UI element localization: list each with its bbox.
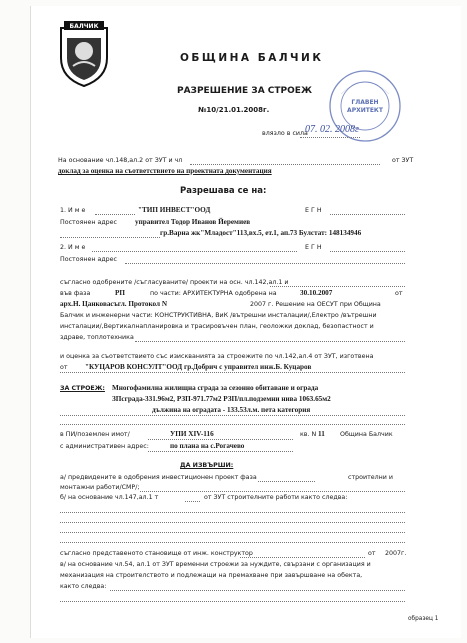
approval-architect: арх.Н. Цанковасъгл. Протокол N [60,300,168,308]
basis-line1-suffix: от ЗУТ [392,157,414,164]
permits-heading: Разрешава се на: [180,186,267,196]
effective-label: влязло в сила [262,130,308,137]
municipality-suffix: Община Балчик [340,431,393,438]
basis-line1-prefix: На основание чл.148,ал.2 от ЗУТ и чл [58,157,183,164]
document-title: РАЗРЕШЕНИЕ ЗА СТРОЕЖ [177,86,312,96]
permit1-address-b: гр.Варна жк"Младост"113,вх.5, ет.1, ап.73 Булстат: 148134946 [160,229,362,237]
block-label: кв. N [300,431,317,438]
block-value: 11 [318,430,325,438]
assessment-firm: "КУЦАРОВ КОНСУЛТ"ООД гр.Добрич с управител инж.Б. Куцаров [85,363,312,371]
footer-line4: както следва: [60,583,107,590]
footer-line3: механизация на строителството и подлежащи на премахване при завършване на обекта, [60,572,363,579]
construction-line1: Многофамилна жилищна сграда за сезонно обитаване и ограда [112,384,319,392]
approval-from: от [395,290,403,297]
municipality-title: ОБЩИНА БАЛЧИК [180,52,324,64]
permit1-address-a: управител Тодор Иванов Йеремиев [135,218,251,226]
approval-parts: по части: АРХИТЕКТУРНА одобрена на [150,290,277,297]
permit1-name: "ТИП ИНВЕСТ"ООД [138,206,211,214]
svg-text:БАЛЧИК: БАЛЧИК [69,23,99,30]
address-label: с административен адрес: [60,443,149,450]
footer-line1: съгласно представеното становище от инж. конструктор [60,550,253,557]
permit2-address-label: Постоянен адрес [60,256,118,263]
basis-line2: доклад за оценка на съответствието на проектната документация [58,167,272,175]
permit2-egn-label: Е Г Н [305,244,322,251]
permit1-egn-label: Е Г Н [305,207,322,214]
instruction-b-line1-end: от ЗУТ строителните работи както следва: [204,494,348,501]
instruction-a-line1-end: строителни и [348,474,393,481]
approval-phase: РП [115,289,125,297]
construction-line2: ЗПсграда-331.96м2, РЗП-971.77м2 РЗП/пл.подземни нива 1063.65м2 [112,395,331,403]
permit1-label: 1. И м е [60,207,86,214]
instruction-b-line1: б/ на основание чл.147,ал.1 т [60,494,159,501]
plot-value: УПИ XIV-116 [170,430,214,438]
approval-line4: Балчик и инженерни части: КОНСТРУКТИВНА, ВиК /вътрешни инсталации/,Електро /вътрешни [60,312,377,319]
form-id: образец 1 [408,616,439,622]
footer-year: 2007г. [385,550,407,557]
permit1-address-label: Постоянен адрес [60,219,118,226]
municipal-crest-icon [58,18,110,88]
approval-line1: съгласно одобрените /съгласуваните/ проекти на осн. чл.142,ал.1 и [60,279,289,286]
stamp-center-line2: АРХИТЕКТ [347,107,383,114]
approval-line3: 2007 г. Решение на ОЕСУТ при Община [250,301,381,308]
instruction-a-line1: а/ предвидените в одобрения инвестиционен проект фаза [60,474,257,481]
construction-label: ЗА СТРОЕЖ: [60,385,105,392]
approval-line6: здраве, топлотехника [60,334,134,341]
address-value: по плана на с.Рогачево [170,442,245,450]
approval-line5: инсталации/,Вертикалнапланировка и трасировъчен план, геоложки доклад, безопастност и [60,323,374,330]
document-number: №10/21.01.2008г. [198,106,270,114]
plot-label: в ПИ/поземлен имот/ [60,431,130,438]
footer-line2: в/ на основание чл.54, ал.1 от ЗУТ временни строежи за нуждите, свързани с организация и [60,561,371,568]
instruction-a-line2: монтажни работи/СМР/; [60,484,140,491]
construction-line3: дължина на оградата - 133.53л.м. пета категория [152,406,311,414]
stamp-center-line1: ГЛАВЕН [351,99,379,106]
assessment-line1: и оценка за съответствието със изискванията за строежите по чл.142,ал.4 от ЗУТ, изготвена [60,353,374,360]
approval-phase-prefix: във фаза [60,290,91,297]
assessment-from: от [60,364,68,371]
approval-date: 30.10.2007 [300,289,333,297]
permit2-label: 2. И м е [60,244,86,251]
footer-line1-from: от [368,550,376,557]
effective-date-handwritten: 07. 02. 2008г [305,124,359,135]
instructions-heading: ДА ИЗВЪРШИ: [180,462,234,469]
